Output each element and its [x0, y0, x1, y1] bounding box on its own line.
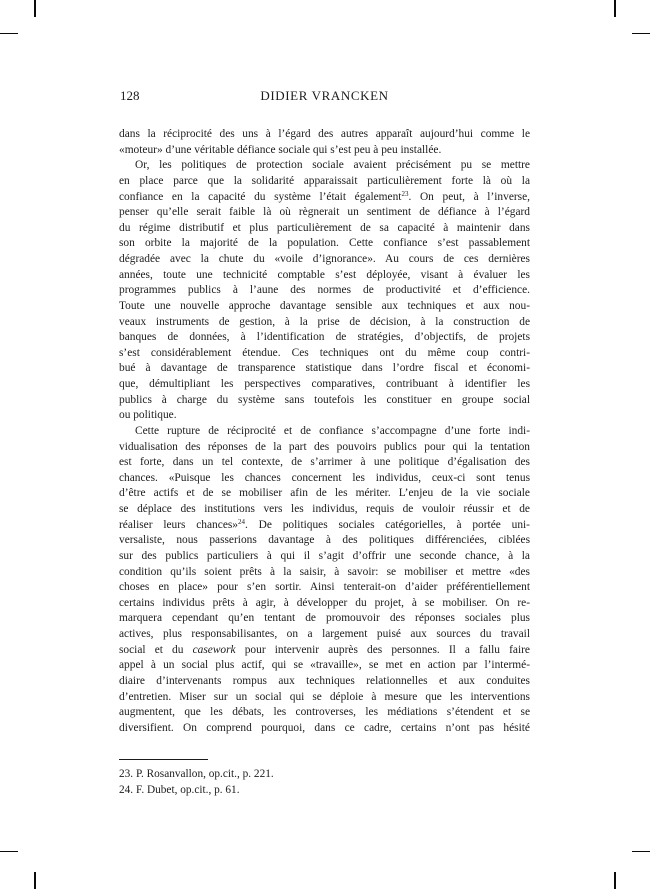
text-line: Toute une nouvelle approche davantage sensible aux techniques et aux nou- [119, 299, 530, 312]
page-number: 128 [120, 88, 140, 103]
footnote-item: 24. F. Dubet, op.cit., p. 61. [119, 784, 240, 796]
text-line: choses en place» pour s’en sortir. Ainsi tenterait-on d’aider préférentiellement [119, 581, 530, 594]
text-line: années, toute une technicité comptable s’est déployée, visant à évaluer les [119, 268, 530, 281]
body-text [119, 127, 530, 736]
crop-mark-top-right-vertical [614, 0, 616, 17]
crop-mark-bottom-right-horizontal [632, 851, 650, 853]
text-line: que, démultipliant les perspectives comparatives, contribuant à identifier les [119, 378, 530, 390]
text-line: chances. «Puisque les chances concernent les individus, ceux-ci sont tenus [119, 471, 530, 484]
text-line: ou politique. [119, 409, 177, 422]
text-line: diaire d’intervenants rompus aux techniques relationnelles et aux conduites [119, 674, 530, 687]
text-line: Cette rupture de réciprocité et de confiance s’accompagne d’une forte indi- [135, 424, 530, 437]
text-line: publics à charge du système sans toutefois les constituer en groupe social [119, 393, 530, 406]
text-line: social et du casework pour intervenir auprès des personnes. Il a fallu faire [119, 643, 530, 656]
text-line: d’entretien. Miser sur un social qui se déploie à mesure que les interventions [119, 690, 530, 703]
text-line: du régime distributif et plus particulièrement de sa capacité à maintenir dans [119, 221, 530, 234]
text-line: son orbite la majorité de la population. Cette confiance s’est passablement [119, 237, 530, 250]
text-line: dégradée avec la chute du «voile d’ignorance». Au cours de ces dernières [119, 253, 530, 265]
text-line: est forte, dans un tel contexte, de s’arrimer à une politique d’égalisation des [119, 456, 530, 469]
text-line: versaliste, nous passerions davantage à des politiques différenciées, ciblées [119, 534, 530, 547]
text-line: réaliser leurs chances»$^{24}$. De politiques sociales catégorielles, à portée uni- [119, 517, 530, 531]
crop-mark-top-left-horizontal [0, 33, 18, 35]
text-line: dans la réciprocité des uns à l’égard des autres apparaît aujourd’hui comme le [119, 128, 530, 140]
text-line: condition qu’ils soient prêts à la saisir, à savoir: se mobiliser et mettre «des [119, 565, 530, 578]
text-line: diversifient. On comprend pourquoi, dans ce cadre, certains n’ont pas hésité [119, 721, 530, 734]
text-line: «moteur» d’une véritable défiance sociale qui s’est peu à peu installée. [119, 143, 442, 156]
footnotes-section [119, 759, 530, 798]
crop-mark-bottom-right-vertical [614, 872, 616, 889]
footnote-reference: 24 [238, 517, 245, 526]
crop-mark-bottom-left-horizontal [0, 851, 18, 853]
text-line: Or, les politiques de protection sociale avaient précisément pu se mettre [135, 159, 530, 172]
text-line: penser qu’elle serait faible là où règnerait un sentiment de défiance à l’égard [119, 206, 530, 219]
running-header [119, 88, 530, 104]
text-line: s’est considérablement étendue. Ces techniques ont du même coup contri- [119, 346, 530, 359]
text-line: veaux instruments de gestion, à la prise de décision, à la construction de [119, 315, 530, 328]
text-line: confiance en la capacité du système l’était également$^{23}$. On peut, à l’inverse, [119, 189, 530, 203]
text-line: programmes publics à l’aune des normes de productivité et d’efficience. [119, 284, 530, 297]
text-line: augmentent, que les débats, les controverses, les médiations s’étendent et se [119, 706, 530, 719]
text-line: vidualisation des réponses de la part des pouvoirs publics pour qui la tentation [119, 440, 530, 453]
text-line: appel à un social plus actif, qui se «travaille», se met en action par l’intermé- [119, 659, 530, 672]
crop-mark-bottom-left-vertical [34, 872, 36, 889]
page-content [119, 88, 530, 796]
text-line: bué à davantage de transparence statistique dans l’ordre fiscal et économi- [119, 362, 530, 375]
footnote-list [119, 766, 530, 798]
footnote-reference: 23 [401, 189, 409, 198]
running-header-title: DIDIER VRANCKEN [260, 88, 389, 103]
text-line: en place parce que la solidarité apparaissait particulièrement forte là où la [119, 174, 530, 187]
italic-term: casework [192, 643, 236, 656]
crop-mark-top-left-vertical [34, 0, 36, 17]
footnote-item: 23. P. Rosanvallon, op.cit., p. 221. [119, 768, 274, 780]
text-line: marquera cependant qu’en tentant de promouvoir des réponses sociales plus [119, 612, 530, 625]
text-line: banques de données, à l’identification de stratégies, d’objectifs, de projets [119, 331, 530, 344]
text-line: d’être actifs et de se mobiliser afin de les mériter. L’enjeu de la vie sociale [119, 487, 530, 500]
footnote-rule [119, 759, 208, 760]
text-line: sur des publics particuliers à qui il s’agit d’offrir une seconde chance, à la [119, 549, 530, 562]
text-line: certains individus prêts à agir, à développer du projet, à se mobiliser. On re- [119, 596, 530, 609]
text-line: se déplace des institutions vers les individus, requis de vouloir réussir et de [119, 503, 530, 515]
text-line: actives, plus responsabilisantes, on a largement puisé aux sources du travail [119, 628, 530, 640]
crop-mark-top-right-horizontal [632, 33, 650, 35]
